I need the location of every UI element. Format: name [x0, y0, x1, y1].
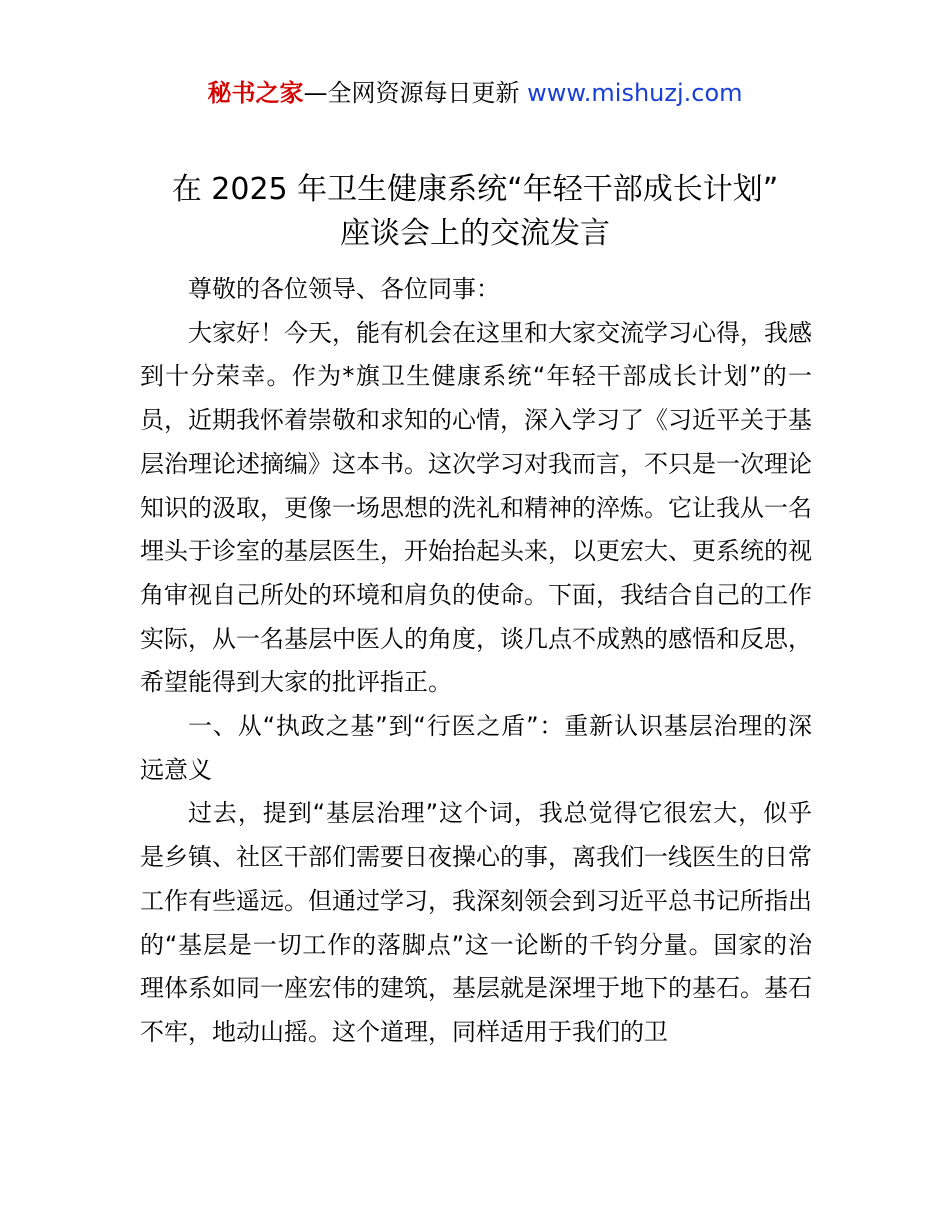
salutation-paragraph: 尊敬的各位领导、各位同事：	[188, 275, 500, 303]
title-line-1: 在 2025 年卫生健康系统“年轻干部成长计划”	[171, 172, 779, 207]
section-heading: 一、从“执政之基”到“行医之盾”：重新认识基层治理的深远意义	[140, 712, 812, 784]
document-title	[0, 168, 950, 256]
title-line-2: 座谈会上的交流发言	[340, 216, 610, 251]
body-paragraph: 大家好！今天，能有机会在这里和大家交流学习心得，我感到十分荣幸。作为*旗卫生健康系统“年轻干部成长计划”的一员，近期我怀着崇敬和求知的心情，深入学习了《习近平关于基层治理论述摘编》这本书。这次学习对我而言，不只是一次理论知识的汲取，更像一场思想的洗礼和精神的淬炼。它让我从一名埋头于诊室的基层医生，开始抬起头来，以更宏大、更系统的视角审视自己所处的环境和肩负的使命。下面，我结合自己的工作实际，从一名基层中医人的角度，谈几点不成熟的感悟和反思，希望能得到大家的批评指正。	[140, 318, 812, 697]
site-url-link[interactable]: www.mishuzj.com	[527, 79, 743, 107]
site-header	[0, 78, 950, 108]
brand-name: 秘书之家	[207, 79, 304, 107]
body-paragraph: 过去，提到“基层治理”这个词，我总觉得它很宏大，似乎是乡镇、社区干部们需要日夜操心的事，离我们一线医生的日常工作有些遥远。但通过学习，我深刻领会到习近平总书记所指出的“基层是一切工作的落脚点”这一论断的千钧分量。国家的治理体系如同一座宏伟的建筑，基层就是深埋于地下的基石。基石不牢，地动山摇。这个道理，同样适用于我们的卫	[140, 799, 812, 1046]
header-tagline: —全网资源每日更新	[303, 79, 528, 107]
document-body	[140, 268, 812, 1055]
